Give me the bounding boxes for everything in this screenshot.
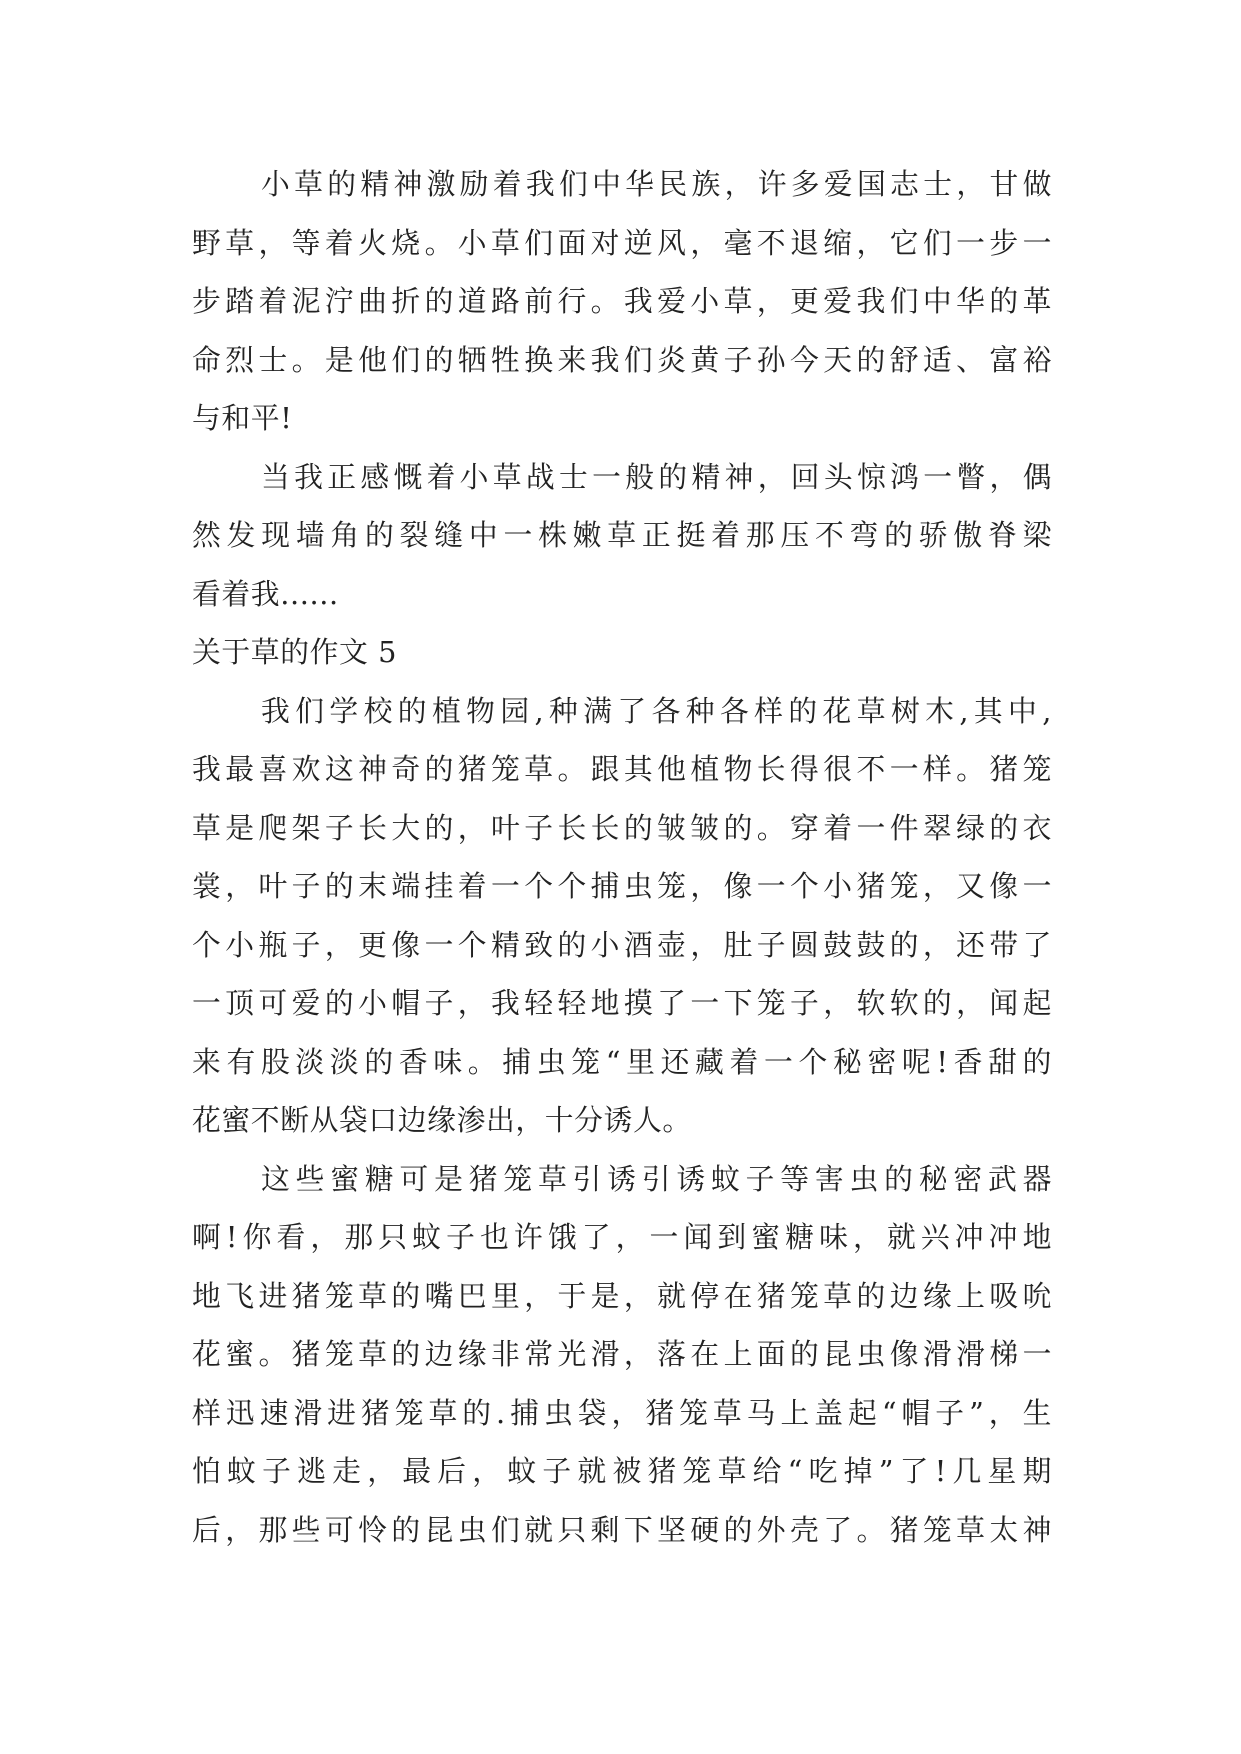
paragraph-line: 裳，叶子的末端挂着一个个捕虫笼，像一个小猪笼，又像一 [192,869,1052,903]
paragraph-line: 然发现墙角的裂缝中一株嫩草正挺着那压不弯的骄傲脊梁 [192,518,1052,552]
paragraph-line: 当我正感慨着小草战士一般的精神，回头惊鸿一瞥，偶 [261,459,1052,494]
document-body [192,155,1052,1559]
paragraph-line: 命烈士。是他们的牺牲换来我们炎黄子孙今天的舒适、富裕 [192,342,1052,377]
paragraph-line: 一顶可爱的小帽子，我轻轻地摸了一下笼子，软软的，闻起 [192,986,1052,1020]
section-heading: 关于草的作文 5 [192,635,398,669]
paragraph-line: 这些蜜糖可是猪笼草引诱引诱蚊子等害虫的秘密武器 [261,1161,1052,1196]
paragraph-line: 地飞进猪笼草的嘴巴里，于是，就停在猪笼草的边缘上吸吮 [192,1278,1052,1313]
paragraph-line: 小草的精神激励着我们中华民族，许多爱国志士，甘做 [261,167,1052,201]
paragraph-line: 花蜜。猪笼草的边缘非常光滑，落在上面的昆虫像滑滑梯一 [192,1337,1052,1371]
paragraph-line: 样迅速滑进猪笼草的.捕虫袋，猪笼草马上盖起“帽子”，生 [192,1395,1052,1430]
paragraph-line: 看着我...... [192,576,339,611]
paragraph-line: 步踏着泥泞曲折的道路前行。我爱小草，更爱我们中华的革 [192,284,1052,318]
paragraph-line: 个小瓶子，更像一个精致的小酒壶，肚子圆鼓鼓的，还带了 [192,927,1052,962]
paragraph-line: 花蜜不断从袋口边缘渗出，十分诱人。 [192,1103,692,1137]
paragraph-line: 啊!你看，那只蚊子也许饿了，一闻到蜜糖味，就兴冲冲地 [192,1220,1052,1254]
paragraph-line: 来有股淡淡的香味。捕虫笼“里还藏着一个秘密呢!香甜的 [192,1044,1052,1079]
paragraph-line: 后，那些可怜的昆虫们就只剩下坚硬的外壳了。猪笼草太神 [192,1512,1052,1547]
paragraph-line: 我最喜欢这神奇的猪笼草。跟其他植物长得很不一样。猪笼 [192,752,1052,786]
paragraph-line: 与和平! [192,401,293,435]
paragraph-line: 草是爬架子长大的，叶子长长的皱皱的。穿着一件翠绿的衣 [192,810,1052,845]
paragraph-line: 我们学校的植物园,种满了各种各样的花草树木,其中, [261,693,1052,728]
paragraph-line: 野草，等着火烧。小草们面对逆风，毫不退缩，它们一步一 [192,225,1052,260]
paragraph-line: 怕蚊子逃走，最后，蚊子就被猪笼草给“吃掉”了!几星期 [192,1454,1052,1488]
